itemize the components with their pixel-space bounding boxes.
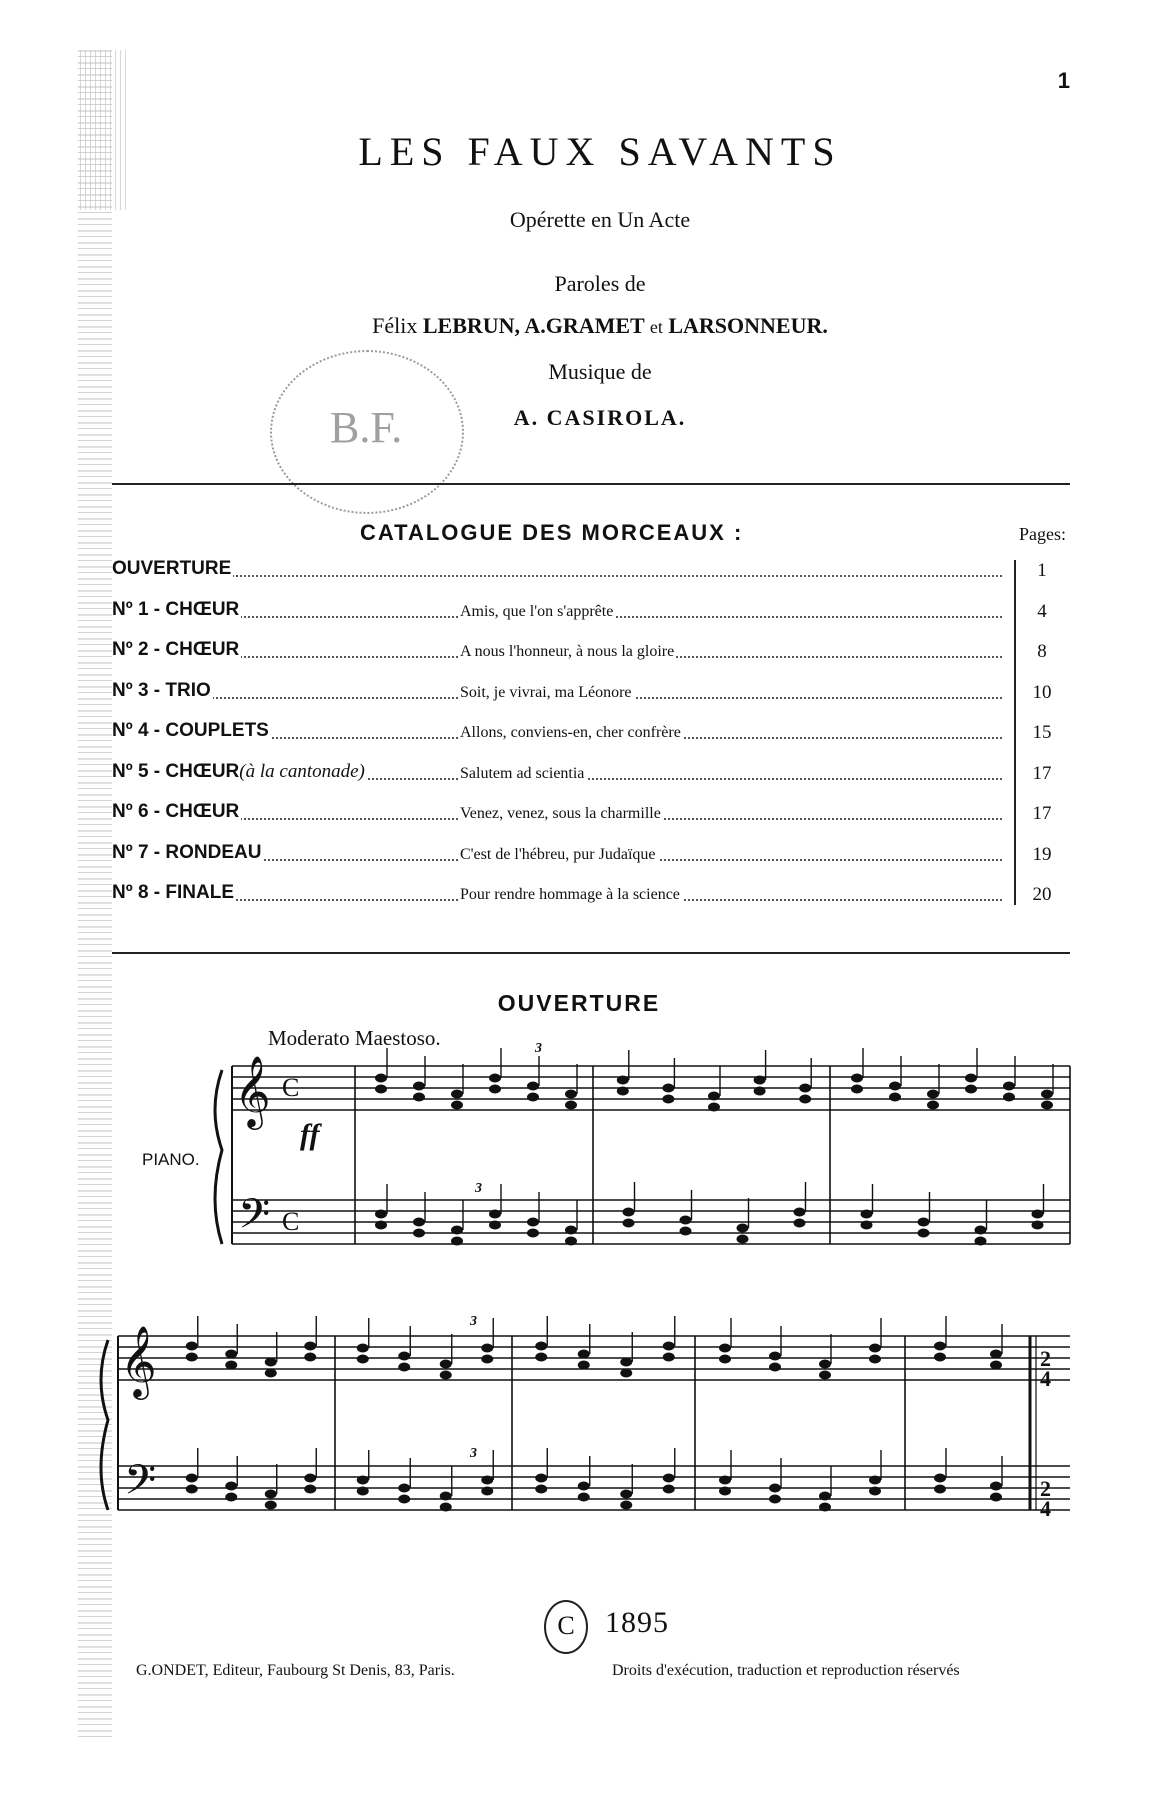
treble-2b-note	[440, 1371, 452, 1380]
bass-1a-note	[375, 1221, 387, 1230]
catalog-row-title: Nº 5 - CHŒUR	[112, 760, 240, 782]
copyright-symbol: C	[544, 1600, 588, 1654]
treble-2a-note	[186, 1342, 198, 1351]
treble-2c-note	[620, 1358, 632, 1367]
treble-2d-note	[769, 1363, 781, 1372]
bass-2d-note	[869, 1487, 881, 1496]
catalog-row-title: Nº 2 - CHŒUR	[112, 639, 240, 660]
title: LES FAUX SAVANTS	[358, 129, 842, 174]
catalog-row-incipit: Salutem ad scientia	[460, 764, 585, 782]
catalog-title: CATALOGUE DES MORCEAUX :	[360, 520, 744, 545]
treble-1c-note	[889, 1093, 901, 1102]
catalog-row-title: Nº 3 - TRIO	[112, 679, 211, 701]
stamp-text: B.F.	[330, 403, 403, 452]
catalog-row-incipit: Amis, que l'on s'apprête	[460, 602, 614, 620]
bass-2a-note	[265, 1490, 277, 1499]
subtitle: Opérette en Un Acte	[509, 207, 691, 232]
time-signature-num: 2	[1040, 1346, 1051, 1371]
bass-clef-icon: 𝄢	[238, 1190, 271, 1248]
treble-1a-note	[489, 1085, 501, 1094]
bass-clef-icon: 𝄢	[124, 1456, 157, 1514]
bass-2d-note	[819, 1492, 831, 1501]
treble-1a-note	[527, 1093, 539, 1102]
dynamic-marking: ff	[300, 1118, 320, 1151]
treble-2b-note	[357, 1355, 369, 1364]
bass-1b-note	[623, 1219, 635, 1228]
treble-1c-note	[1041, 1090, 1053, 1099]
treble-2c-note	[535, 1353, 547, 1362]
bass-2c-note	[535, 1474, 547, 1483]
bass-1a-note	[527, 1218, 539, 1227]
time-signature: C	[282, 1207, 300, 1236]
treble-2a-note	[225, 1350, 237, 1359]
musique-label: Musique de	[548, 359, 652, 384]
catalog-row-title: Nº 8 - FINALE	[112, 882, 234, 903]
catalog-row-incipit: Venez, venez, sous la charmille	[460, 805, 661, 822]
triplet-mark: 3	[475, 1181, 482, 1196]
catalog-row-page: 4	[1037, 600, 1047, 622]
bass-2b-note	[440, 1503, 452, 1512]
treble-2d-note	[769, 1352, 781, 1361]
catalog-row-page: 15	[1032, 722, 1052, 743]
bass-2c-note	[663, 1474, 675, 1483]
catalog-row-title: OUVERTURE	[112, 558, 232, 579]
catalog-row-page: 19	[1032, 843, 1052, 865]
pages-header: Pages:	[1019, 524, 1066, 544]
catalog-row-incipit: A nous l'honneur, à nous la gloire	[460, 643, 675, 660]
treble-1b-note	[708, 1103, 720, 1112]
bass-2c-note	[578, 1482, 590, 1491]
bass-2b-note	[481, 1487, 493, 1496]
treble-2e-note	[990, 1350, 1002, 1359]
bass-2b-note	[440, 1492, 452, 1501]
treble-2b-note	[357, 1344, 369, 1353]
bass-1c-note	[975, 1226, 987, 1235]
catalog-row-incipit: Pour rendre hommage à la science	[460, 886, 680, 903]
bass-1b-note	[623, 1208, 635, 1217]
treble-1b-note	[799, 1095, 811, 1104]
bass-1b-note	[737, 1235, 749, 1244]
section-title: OUVERTURE	[497, 990, 661, 1016]
treble-1a-note	[451, 1090, 463, 1099]
time-signature: C	[282, 1073, 300, 1102]
catalog-row-page: 10	[1032, 681, 1052, 703]
time-signature-num: 2	[1040, 1476, 1051, 1501]
treble-1b-note	[617, 1087, 629, 1096]
bass-2e-note	[990, 1493, 1002, 1502]
catalog-row-page: 8	[1037, 641, 1047, 662]
author-names: LEBRUN, A.GRAMET	[422, 313, 645, 338]
bass-1a-note	[451, 1226, 463, 1235]
catalog-row-incipit: Allons, conviens-en, cher confrère	[460, 724, 681, 741]
bass-1c-note	[918, 1229, 930, 1238]
treble-1c-note	[1003, 1093, 1015, 1102]
treble-1c-note	[965, 1085, 977, 1094]
bass-2a-note	[265, 1501, 277, 1510]
copyright-year: 1895	[605, 1606, 669, 1639]
treble-1c-note	[965, 1074, 977, 1083]
catalog-row-title: Nº 7 - RONDEAU	[112, 841, 262, 863]
treble-2e-note	[934, 1353, 946, 1362]
treble-1b-note	[754, 1076, 766, 1085]
catalog-row-title: Nº 1 - CHŒUR	[112, 598, 240, 620]
treble-1a-note	[565, 1090, 577, 1099]
treble-1a-note	[565, 1101, 577, 1110]
bass-1b-note	[737, 1224, 749, 1233]
treble-2a-note	[186, 1353, 198, 1362]
bass-2b-note	[357, 1487, 369, 1496]
catalog-row-incipit: C'est de l'hébreu, pur Judaïque	[460, 845, 656, 863]
bass-1a-note	[413, 1218, 425, 1227]
treble-2c-note	[663, 1353, 675, 1362]
treble-2b-note	[398, 1363, 410, 1372]
catalog-row-incipit: Soit, je vivrai, ma Léonore	[460, 683, 632, 701]
bass-2a-note	[186, 1474, 198, 1483]
bass-1a-note	[527, 1229, 539, 1238]
bass-2c-note	[620, 1490, 632, 1499]
brace	[101, 1340, 108, 1510]
brace	[215, 1070, 222, 1244]
treble-1c-note	[927, 1101, 939, 1110]
treble-2a-note	[265, 1369, 277, 1378]
treble-1a-note	[375, 1074, 387, 1083]
treble-1c-note	[851, 1074, 863, 1083]
author-et: et	[649, 317, 663, 337]
treble-1b-note	[617, 1076, 629, 1085]
bass-1a-note	[489, 1221, 501, 1230]
treble-1b-note	[708, 1092, 720, 1101]
bass-1b-note	[794, 1208, 806, 1217]
bass-2a-note	[304, 1474, 316, 1483]
treble-2d-note	[869, 1355, 881, 1364]
treble-2d-note	[819, 1371, 831, 1380]
catalog-row-title: Nº 4 - COUPLETS	[112, 720, 269, 741]
triplet-mark: 3	[535, 1041, 542, 1056]
treble-1a-note	[413, 1082, 425, 1091]
treble-2d-note	[719, 1355, 731, 1364]
treble-2e-note	[934, 1342, 946, 1351]
treble-1b-note	[754, 1087, 766, 1096]
bass-1a-note	[565, 1237, 577, 1246]
bass-2c-note	[620, 1501, 632, 1510]
bass-2b-note	[357, 1476, 369, 1485]
treble-1b-note	[662, 1095, 674, 1104]
treble-1a-note	[451, 1101, 463, 1110]
treble-1c-note	[889, 1082, 901, 1091]
treble-2c-note	[578, 1361, 590, 1370]
publisher-line: G.ONDET, Editeur, Faubourg St Denis, 83, Paris.	[136, 1662, 455, 1679]
bass-1b-note	[680, 1227, 692, 1236]
treble-2d-note	[819, 1360, 831, 1369]
treble-1b-note	[799, 1084, 811, 1093]
treble-clef-icon: 𝄞	[234, 1054, 271, 1127]
bass-2a-note	[225, 1493, 237, 1502]
treble-2d-note	[869, 1344, 881, 1353]
bass-1b-note	[794, 1219, 806, 1228]
treble-1a-note	[527, 1082, 539, 1091]
bass-2d-note	[769, 1495, 781, 1504]
treble-2c-note	[663, 1342, 675, 1351]
treble-1c-note	[927, 1090, 939, 1099]
bass-2d-note	[719, 1487, 731, 1496]
treble-2a-note	[304, 1353, 316, 1362]
page-number: 1	[1057, 68, 1070, 93]
paroles-label: Paroles de	[554, 271, 646, 296]
bass-2c-note	[663, 1485, 675, 1494]
treble-1a-note	[413, 1093, 425, 1102]
bass-1c-note	[861, 1210, 873, 1219]
rights-line: Droits d'exécution, traduction et reproduction réservés	[612, 1662, 960, 1679]
bass-1c-note	[1032, 1221, 1044, 1230]
bass-2d-note	[819, 1503, 831, 1512]
bass-1c-note	[975, 1237, 987, 1246]
treble-1c-note	[1041, 1101, 1053, 1110]
bass-2e-note	[934, 1485, 946, 1494]
bass-2d-note	[869, 1476, 881, 1485]
treble-2b-note	[481, 1344, 493, 1353]
bass-2c-note	[535, 1485, 547, 1494]
bass-2b-note	[481, 1476, 493, 1485]
bass-1b-note	[680, 1216, 692, 1225]
tempo-marking: Moderato Maestoso.	[268, 1026, 441, 1050]
bass-2e-note	[934, 1474, 946, 1483]
bass-1a-note	[375, 1210, 387, 1219]
catalog-row-annotation: (à la cantonade)	[239, 760, 365, 782]
bass-2e-note	[990, 1482, 1002, 1491]
treble-1b-note	[662, 1084, 674, 1093]
bass-2a-note	[304, 1485, 316, 1494]
bass-2a-note	[186, 1485, 198, 1494]
catalog-row-page: 17	[1032, 762, 1052, 784]
treble-1a-note	[489, 1074, 501, 1083]
treble-2e-note	[990, 1361, 1002, 1370]
treble-2a-note	[225, 1361, 237, 1370]
bass-1c-note	[1032, 1210, 1044, 1219]
bass-2b-note	[398, 1484, 410, 1493]
treble-2d-note	[719, 1344, 731, 1353]
catalog-row-page: 20	[1032, 884, 1052, 905]
bass-1a-note	[413, 1229, 425, 1238]
bass-1a-note	[451, 1237, 463, 1246]
bass-2a-note	[225, 1482, 237, 1491]
treble-2b-note	[440, 1360, 452, 1369]
bass-1c-note	[861, 1221, 873, 1230]
treble-2b-note	[398, 1352, 410, 1361]
treble-1c-note	[1003, 1082, 1015, 1091]
catalog-row-page: 17	[1032, 803, 1052, 824]
bass-1a-note	[489, 1210, 501, 1219]
treble-1c-note	[851, 1085, 863, 1094]
instrument-label: PIANO.	[142, 1150, 200, 1169]
catalog-row-page: 1	[1037, 560, 1047, 581]
time-signature-den: 4	[1040, 1366, 1051, 1391]
treble-2a-note	[265, 1358, 277, 1367]
treble-clef-icon: 𝄞	[120, 1324, 157, 1397]
triplet-mark: 3	[470, 1446, 477, 1461]
bass-2d-note	[769, 1484, 781, 1493]
triplet-mark: 3	[470, 1314, 477, 1329]
treble-2a-note	[304, 1342, 316, 1351]
treble-2b-note	[481, 1355, 493, 1364]
treble-2c-note	[578, 1350, 590, 1359]
bass-2d-note	[719, 1476, 731, 1485]
composer: A. CASIROLA.	[513, 405, 687, 430]
author-prefix: Félix	[372, 313, 418, 338]
time-signature-den: 4	[1040, 1496, 1051, 1521]
bass-2c-note	[578, 1493, 590, 1502]
treble-2c-note	[535, 1342, 547, 1351]
author-names-2: LARSONNEUR.	[668, 313, 828, 338]
bass-1c-note	[918, 1218, 930, 1227]
treble-1a-note	[375, 1085, 387, 1094]
catalog-row-title: Nº 6 - CHŒUR	[112, 801, 240, 822]
treble-2c-note	[620, 1369, 632, 1378]
bass-2b-note	[398, 1495, 410, 1504]
bass-1a-note	[565, 1226, 577, 1235]
